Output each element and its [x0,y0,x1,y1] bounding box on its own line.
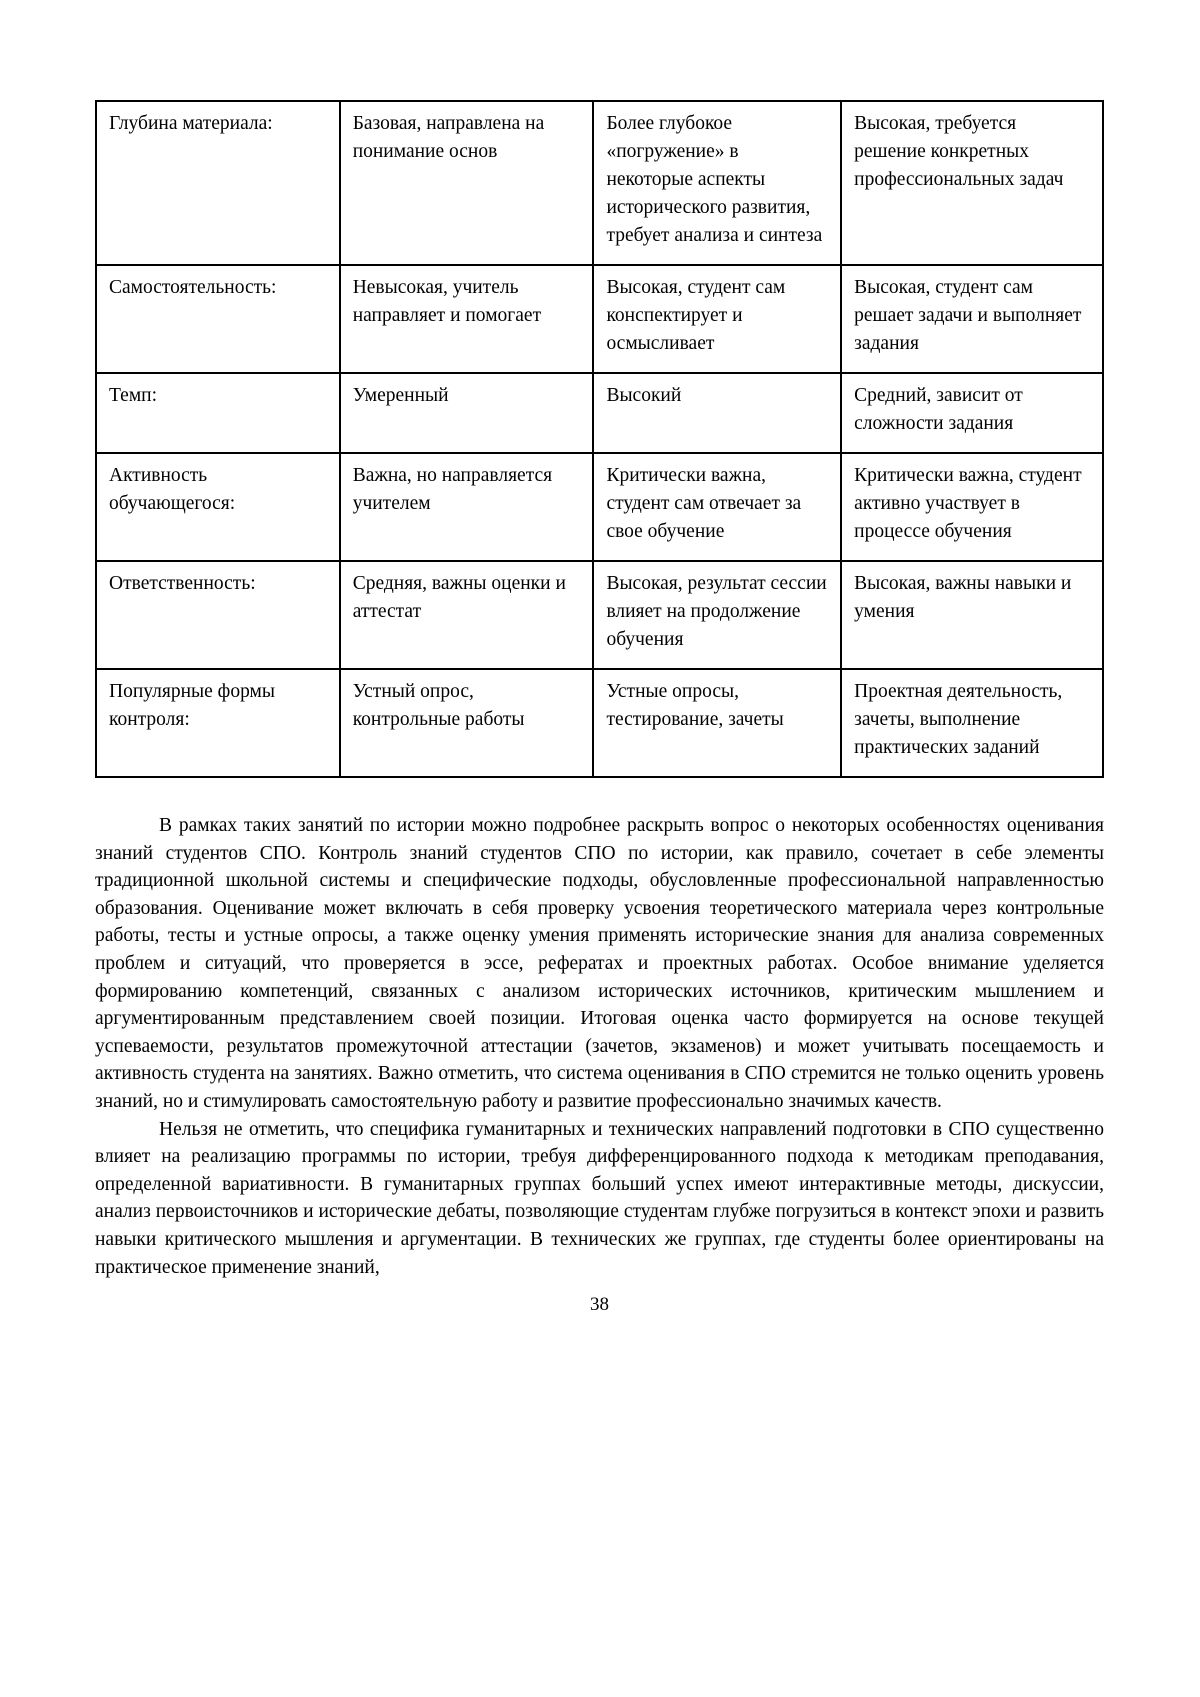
table-row [96,373,1103,453]
table-cell: Устный опрос, контрольные работы [340,669,594,777]
table-cell: Высокий [593,373,841,453]
comparison-table [95,100,1104,778]
table-cell: Базовая, направлена на понимание основ [340,101,594,265]
table-cell: Проектная деятельность, зачеты, выполнение практических заданий [841,669,1103,777]
table-cell: Высокая, требуется решение конкретных профессиональных задач [841,101,1103,265]
paragraph: Нельзя не отметить, что специфика гуманитарных и технических направлений подготовки в СПО существенно влияет на реализацию программы по истории, требуя дифференцированного подхода к методикам преподавания, определенной вариативности. В гуманитарных группах больший успех имеют интерактивные методы, дискуссии, анализ первоисточников и исторические дебаты, позволяющие студентам глубже погрузиться в контекст эпохи и развить навыки критического мышления и аргументации. В технических же группах, где студенты более ориентированы на практическое применение знаний, [95,1118,1104,1278]
paragraph: В рамках таких занятий по истории можно подробнее раскрыть вопрос о некоторых особенностях оценивания знаний студентов СПО. Контроль знаний студентов СПО по истории, как правило, сочетает в себе элементы традиционной школьной системы и специфические подходы, обусловленные профессиональной направленностью образования. Оценивание может включать в себя проверку усвоения теоретического материала через контрольные работы, тесты и устные опросы, а также оценку умения применять исторические знания для анализа современных проблем и ситуаций, что проверяется в эссе, рефератах и проектных работах. Особое внимание уделяется формированию компетенций, связанных с анализом исторических источников, критическим мышлением и аргументированным представлением своей позиции. Итоговая оценка часто формируется на основе текущей успеваемости, результатов промежуточной аттестации (зачетов, экзаменов) и может учитывать посещаемость и активность студента на занятиях. Важно отметить, что система оценивания в СПО стремится не только оценить уровень знаний, но и стимулировать самостоятельную работу и развитие профессионально значимых качеств. [95,815,1104,1112]
body-text [95,812,1104,1281]
table-cell: Средняя, важны оценки и аттестат [340,561,594,669]
table-cell: Средний, зависит от сложности задания [841,373,1103,453]
table-cell: Невысокая, учитель направляет и помогает [340,265,594,373]
row-label: Самостоятельность: [96,265,340,373]
table-row [96,669,1103,777]
table-cell: Умеренный [340,373,594,453]
table-cell: Высокая, студент сам решает задачи и выполняет задания [841,265,1103,373]
table-cell: Критически важна, студент активно участвует в процессе обучения [841,453,1103,561]
comparison-table-body [96,101,1103,777]
table-row [96,453,1103,561]
table-cell: Высокая, результат сессии влияет на продолжение обучения [593,561,841,669]
row-label: Популярные формы контроля: [96,669,340,777]
table-row [96,561,1103,669]
row-label: Активность обучающегося: [96,453,340,561]
table-row [96,265,1103,373]
table-cell: Устные опросы, тестирование, зачеты [593,669,841,777]
row-label: Темп: [96,373,340,453]
row-label: Ответственность: [96,561,340,669]
table-cell: Критически важна, студент сам отвечает за свое обучение [593,453,841,561]
table-row [96,101,1103,265]
table-cell: Более глубокое «погружение» в некоторые аспекты исторического развития, требует анализа и синтеза [593,101,841,265]
table-cell: Важна, но направляется учителем [340,453,594,561]
table-cell: Высокая, студент сам конспектирует и осмысливает [593,265,841,373]
row-label: Глубина материала: [96,101,340,265]
page-number: 38 [590,1294,609,1316]
table-cell: Высокая, важны навыки и умения [841,561,1103,669]
